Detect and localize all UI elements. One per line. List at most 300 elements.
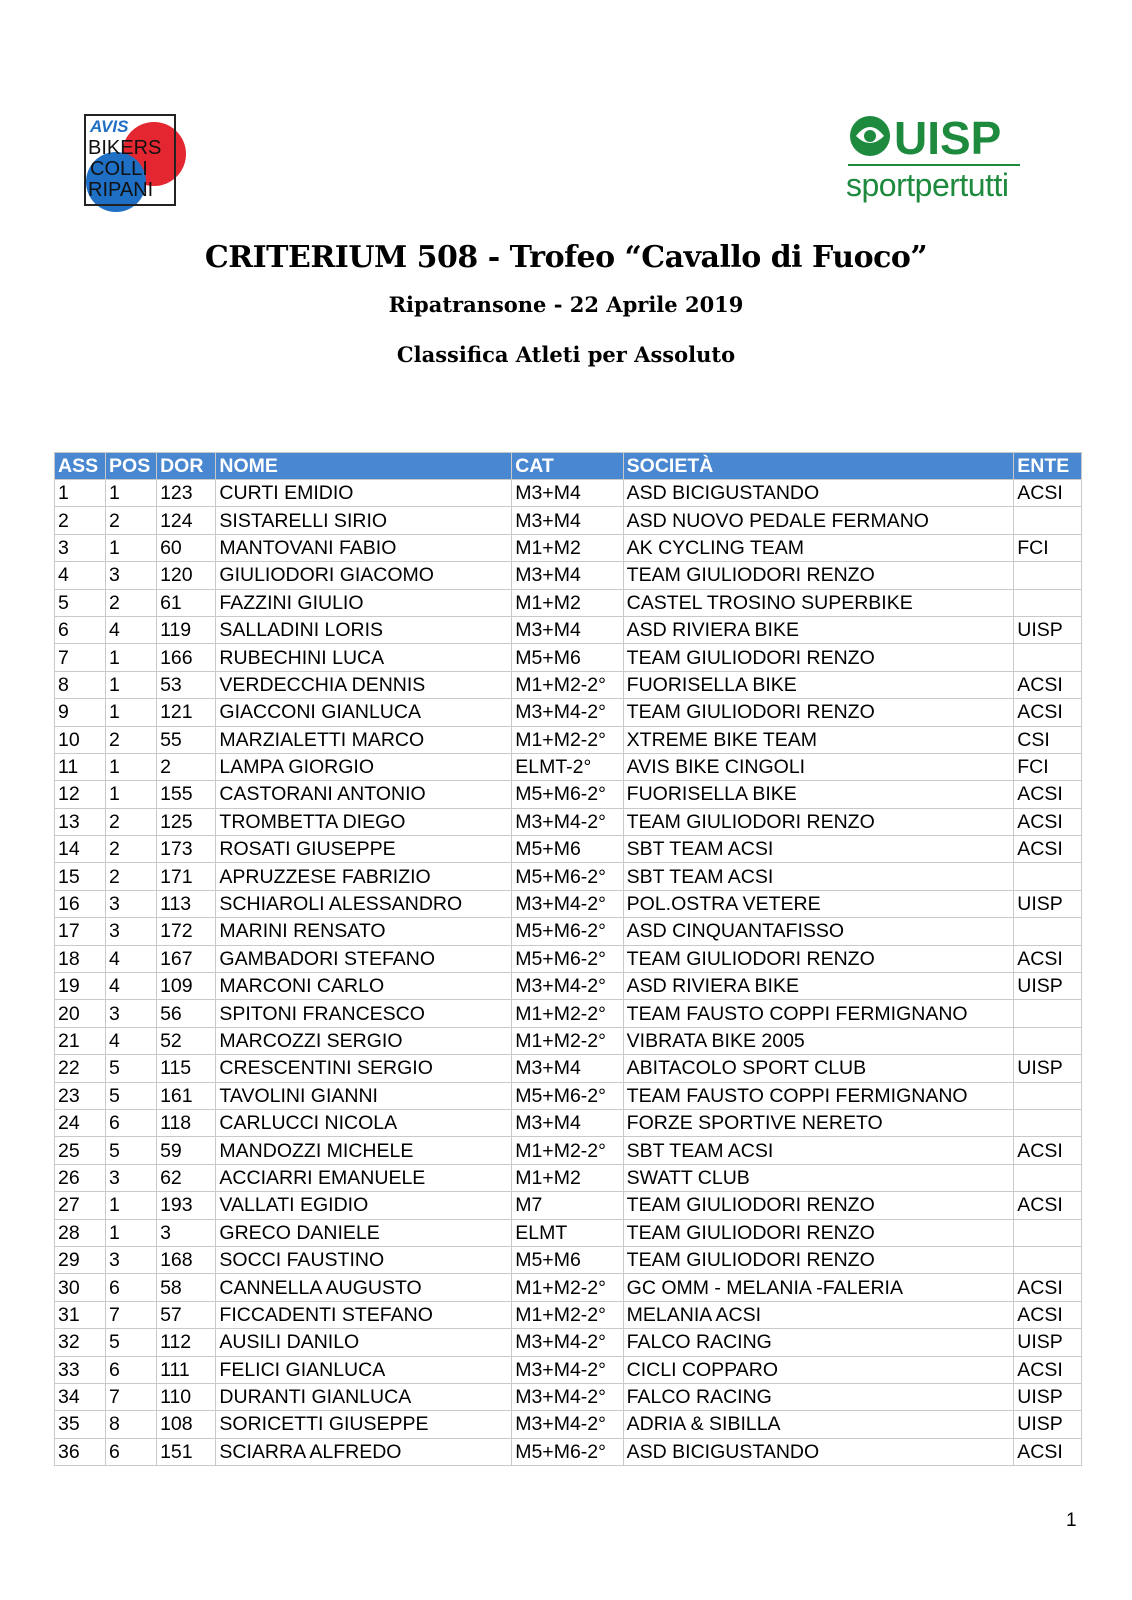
cell-dor: 168 — [157, 1246, 216, 1273]
cell-ass: 6 — [55, 616, 106, 643]
cell-cat: M1+M2 — [512, 589, 623, 616]
cell-ass: 32 — [55, 1329, 106, 1356]
cell-ente: CSI — [1014, 726, 1082, 753]
cell-pos: 6 — [106, 1109, 157, 1136]
cell-cat: M5+M6-2° — [512, 863, 623, 890]
table-row — [55, 562, 1082, 589]
document-title: CRITERIUM 508 - Trofeo “Cavallo di Fuoco” — [204, 240, 928, 275]
cell-dor: 113 — [157, 890, 216, 917]
cell-dor: 167 — [157, 945, 216, 972]
cell-ass: 31 — [55, 1301, 106, 1328]
cell-pos: 6 — [106, 1438, 157, 1465]
cell-nome: SPITONI FRANCESCO — [216, 1000, 512, 1027]
cell-dor: 161 — [157, 1082, 216, 1109]
cell-societa: SBT TEAM ACSI — [623, 836, 1014, 863]
cell-ente — [1014, 1246, 1082, 1273]
cell-nome: FELICI GIANLUCA — [216, 1356, 512, 1383]
cell-pos: 4 — [106, 945, 157, 972]
cell-cat: M3+M4 — [512, 616, 623, 643]
cell-pos: 5 — [106, 1082, 157, 1109]
cell-cat: M1+M2 — [512, 534, 623, 561]
column-header-pos: POS — [106, 453, 157, 480]
cell-dor: 110 — [157, 1383, 216, 1410]
table-row — [55, 1055, 1082, 1082]
table-row — [55, 671, 1082, 698]
cell-nome: MANDOZZI MICHELE — [216, 1137, 512, 1164]
table-row — [55, 1192, 1082, 1219]
cell-dor: 119 — [157, 616, 216, 643]
cell-ass: 36 — [55, 1438, 106, 1465]
cell-societa: ASD RIVIERA BIKE — [623, 973, 1014, 1000]
cell-dor: 58 — [157, 1274, 216, 1301]
table-row — [55, 1082, 1082, 1109]
cell-dor: 59 — [157, 1137, 216, 1164]
cell-ass: 11 — [55, 753, 106, 780]
uisp-logo-sub: sportpertutti — [846, 167, 1009, 203]
cell-dor: 173 — [157, 836, 216, 863]
cell-ass: 12 — [55, 781, 106, 808]
cell-ass: 8 — [55, 671, 106, 698]
cell-ente: UISP — [1014, 890, 1082, 917]
cell-cat: M3+M4 — [512, 1055, 623, 1082]
cell-dor: 60 — [157, 534, 216, 561]
cell-ente: UISP — [1014, 1411, 1082, 1438]
cell-societa: TEAM GIULIODORI RENZO — [623, 644, 1014, 671]
cell-societa: AK CYCLING TEAM — [623, 534, 1014, 561]
cell-cat: M3+M4-2° — [512, 1356, 623, 1383]
cell-ente — [1014, 1219, 1082, 1246]
table-row — [55, 1411, 1082, 1438]
cell-nome: SCHIAROLI ALESSANDRO — [216, 890, 512, 917]
page-number: 1 — [1066, 1510, 1077, 1531]
table-row — [55, 1274, 1082, 1301]
cell-dor: 171 — [157, 863, 216, 890]
cell-pos: 1 — [106, 534, 157, 561]
column-header-societa: SOCIETÀ — [623, 453, 1014, 480]
cell-cat: M5+M6 — [512, 836, 623, 863]
table-row — [55, 863, 1082, 890]
column-header-ente: ENTE — [1014, 453, 1082, 480]
cell-ente: UISP — [1014, 1055, 1082, 1082]
cell-nome: MANTOVANI FABIO — [216, 534, 512, 561]
cell-ente: UISP — [1014, 616, 1082, 643]
cell-dor: 61 — [157, 589, 216, 616]
table-row — [55, 1027, 1082, 1054]
cell-ass: 35 — [55, 1411, 106, 1438]
cell-ente: ACSI — [1014, 836, 1082, 863]
cell-cat: M3+M4-2° — [512, 1383, 623, 1410]
cell-nome: MARINI RENSATO — [216, 918, 512, 945]
column-header-dor: DOR — [157, 453, 216, 480]
table-row — [55, 1438, 1082, 1465]
cell-pos: 2 — [106, 808, 157, 835]
cell-pos: 2 — [106, 863, 157, 890]
cell-cat: M1+M2-2° — [512, 726, 623, 753]
cell-cat: M1+M2 — [512, 1164, 623, 1191]
table-row — [55, 836, 1082, 863]
cell-dor: 155 — [157, 781, 216, 808]
cell-cat: M1+M2-2° — [512, 1027, 623, 1054]
cell-cat: M3+M4 — [512, 1109, 623, 1136]
cell-ente: ACSI — [1014, 1438, 1082, 1465]
cell-pos: 1 — [106, 699, 157, 726]
cell-ente: FCI — [1014, 753, 1082, 780]
cell-ass: 33 — [55, 1356, 106, 1383]
table-row — [55, 480, 1082, 507]
cell-societa: GC OMM - MELANIA -FALERIA — [623, 1274, 1014, 1301]
cell-societa: ADRIA & SIBILLA — [623, 1411, 1014, 1438]
cell-nome: VERDECCHIA DENNIS — [216, 671, 512, 698]
cell-societa: SBT TEAM ACSI — [623, 863, 1014, 890]
cell-cat: M3+M4-2° — [512, 973, 623, 1000]
cell-societa: FALCO RACING — [623, 1383, 1014, 1410]
cell-ente: UISP — [1014, 1329, 1082, 1356]
cell-societa: ASD BICIGUSTANDO — [623, 480, 1014, 507]
cell-pos: 3 — [106, 1000, 157, 1027]
table-row — [55, 534, 1082, 561]
cell-ente: ACSI — [1014, 671, 1082, 698]
uisp-logo — [846, 110, 1056, 214]
column-header-ass: ASS — [55, 453, 106, 480]
cell-nome: RUBECHINI LUCA — [216, 644, 512, 671]
cell-ente: ACSI — [1014, 1192, 1082, 1219]
cell-ente — [1014, 863, 1082, 890]
cell-pos: 3 — [106, 890, 157, 917]
cell-pos: 2 — [106, 726, 157, 753]
table-row — [55, 699, 1082, 726]
cell-nome: MARCOZZI SERGIO — [216, 1027, 512, 1054]
cell-nome: LAMPA GIORGIO — [216, 753, 512, 780]
cell-nome: CANNELLA AUGUSTO — [216, 1274, 512, 1301]
cell-ente: ACSI — [1014, 1356, 1082, 1383]
cell-dor: 118 — [157, 1109, 216, 1136]
cell-pos: 8 — [106, 1411, 157, 1438]
cell-pos: 2 — [106, 836, 157, 863]
cell-societa: FUORISELLA BIKE — [623, 671, 1014, 698]
cell-ente: ACSI — [1014, 699, 1082, 726]
table-row — [55, 507, 1082, 534]
cell-pos: 3 — [106, 918, 157, 945]
table-row — [55, 1356, 1082, 1383]
table-row — [55, 781, 1082, 808]
cell-nome: SOCCI FAUSTINO — [216, 1246, 512, 1273]
cell-nome: GRECO DANIELE — [216, 1219, 512, 1246]
cell-cat: M1+M2-2° — [512, 1274, 623, 1301]
cell-ente: UISP — [1014, 973, 1082, 1000]
cell-nome: ACCIARRI EMANUELE — [216, 1164, 512, 1191]
logo-left-line-2: BIKERS — [88, 137, 162, 159]
cell-dor: 55 — [157, 726, 216, 753]
cell-ass: 3 — [55, 534, 106, 561]
logo-left-line-1: AVIS — [90, 117, 129, 136]
cell-societa: TEAM FAUSTO COPPI FERMIGNANO — [623, 1082, 1014, 1109]
cell-ente: UISP — [1014, 1383, 1082, 1410]
cell-societa: CICLI COPPARO — [623, 1356, 1014, 1383]
avis-bikers-logo — [84, 114, 192, 218]
cell-ass: 25 — [55, 1137, 106, 1164]
cell-societa: FALCO RACING — [623, 1329, 1014, 1356]
cell-societa: TEAM GIULIODORI RENZO — [623, 945, 1014, 972]
cell-ass: 21 — [55, 1027, 106, 1054]
cell-dor: 125 — [157, 808, 216, 835]
logo-left-line-4: RIPANI — [88, 179, 154, 201]
cell-pos: 7 — [106, 1383, 157, 1410]
table-row — [55, 1109, 1082, 1136]
cell-ente — [1014, 1000, 1082, 1027]
cell-cat: M3+M4 — [512, 480, 623, 507]
cell-ass: 26 — [55, 1164, 106, 1191]
cell-ente: ACSI — [1014, 480, 1082, 507]
cell-pos: 6 — [106, 1274, 157, 1301]
cell-ass: 24 — [55, 1109, 106, 1136]
cell-cat: M3+M4-2° — [512, 1329, 623, 1356]
cell-nome: GIACCONI GIANLUCA — [216, 699, 512, 726]
cell-nome: CRESCENTINI SERGIO — [216, 1055, 512, 1082]
cell-ente: ACSI — [1014, 1137, 1082, 1164]
section-title: Classifica Atleti per Assoluto — [396, 342, 736, 367]
table-row — [55, 616, 1082, 643]
cell-pos: 3 — [106, 1164, 157, 1191]
cell-dor: 57 — [157, 1301, 216, 1328]
cell-nome: AUSILI DANILO — [216, 1329, 512, 1356]
cell-cat: M7 — [512, 1192, 623, 1219]
cell-dor: 124 — [157, 507, 216, 534]
cell-nome: GAMBADORI STEFANO — [216, 945, 512, 972]
cell-cat: M5+M6 — [512, 1246, 623, 1273]
cell-nome: FAZZINI GIULIO — [216, 589, 512, 616]
cell-societa: VIBRATA BIKE 2005 — [623, 1027, 1014, 1054]
cell-pos: 1 — [106, 753, 157, 780]
cell-ass: 19 — [55, 973, 106, 1000]
cell-ente — [1014, 507, 1082, 534]
cell-ass: 5 — [55, 589, 106, 616]
cell-cat: ELMT — [512, 1219, 623, 1246]
cell-ass: 2 — [55, 507, 106, 534]
cell-ass: 13 — [55, 808, 106, 835]
cell-dor: 52 — [157, 1027, 216, 1054]
table-row — [55, 890, 1082, 917]
cell-pos: 1 — [106, 781, 157, 808]
cell-ass: 14 — [55, 836, 106, 863]
cell-cat: M3+M4 — [512, 507, 623, 534]
table-row — [55, 1164, 1082, 1191]
cell-nome: TROMBETTA DIEGO — [216, 808, 512, 835]
cell-societa: FUORISELLA BIKE — [623, 781, 1014, 808]
cell-ass: 16 — [55, 890, 106, 917]
cell-dor: 109 — [157, 973, 216, 1000]
cell-nome: MARZIALETTI MARCO — [216, 726, 512, 753]
cell-dor: 53 — [157, 671, 216, 698]
table-row — [55, 589, 1082, 616]
table-row — [55, 1219, 1082, 1246]
cell-ass: 1 — [55, 480, 106, 507]
cell-nome: TAVOLINI GIANNI — [216, 1082, 512, 1109]
cell-ente — [1014, 1027, 1082, 1054]
cell-societa: ASD NUOVO PEDALE FERMANO — [623, 507, 1014, 534]
table-row — [55, 726, 1082, 753]
table-row — [55, 945, 1082, 972]
cell-nome: ROSATI GIUSEPPE — [216, 836, 512, 863]
table-row — [55, 1000, 1082, 1027]
cell-societa: CASTEL TROSINO SUPERBIKE — [623, 589, 1014, 616]
cell-ente — [1014, 562, 1082, 589]
cell-ass: 18 — [55, 945, 106, 972]
cell-dor: 120 — [157, 562, 216, 589]
cell-societa: FORZE SPORTIVE NERETO — [623, 1109, 1014, 1136]
cell-societa: TEAM GIULIODORI RENZO — [623, 808, 1014, 835]
results-table — [54, 452, 1082, 1466]
cell-dor: 115 — [157, 1055, 216, 1082]
cell-nome: APRUZZESE FABRIZIO — [216, 863, 512, 890]
cell-ente: ACSI — [1014, 1274, 1082, 1301]
cell-ass: 28 — [55, 1219, 106, 1246]
table-row — [55, 973, 1082, 1000]
cell-cat: M3+M4-2° — [512, 699, 623, 726]
cell-pos: 1 — [106, 644, 157, 671]
cell-ass: 29 — [55, 1246, 106, 1273]
table-row — [55, 753, 1082, 780]
cell-cat: M3+M4 — [512, 562, 623, 589]
table-row — [55, 808, 1082, 835]
logo-left-line-3: COLLI — [90, 158, 148, 180]
cell-societa: POL.OSTRA VETERE — [623, 890, 1014, 917]
cell-cat: M1+M2-2° — [512, 1137, 623, 1164]
cell-nome: SORICETTI GIUSEPPE — [216, 1411, 512, 1438]
cell-societa: ASD RIVIERA BIKE — [623, 616, 1014, 643]
column-header-nome: NOME — [216, 453, 512, 480]
cell-nome: GIULIODORI GIACOMO — [216, 562, 512, 589]
cell-societa: TEAM GIULIODORI RENZO — [623, 1219, 1014, 1246]
cell-pos: 7 — [106, 1301, 157, 1328]
cell-pos: 4 — [106, 973, 157, 1000]
cell-cat: M5+M6-2° — [512, 1082, 623, 1109]
cell-cat: M3+M4-2° — [512, 1411, 623, 1438]
document-subtitle: Ripatransone - 22 Aprile 2019 — [388, 292, 744, 317]
cell-cat: M3+M4-2° — [512, 808, 623, 835]
table-row — [55, 1383, 1082, 1410]
cell-ass: 27 — [55, 1192, 106, 1219]
cell-cat: M5+M6-2° — [512, 1438, 623, 1465]
cell-ass: 22 — [55, 1055, 106, 1082]
cell-societa: SBT TEAM ACSI — [623, 1137, 1014, 1164]
table-header-row — [55, 453, 1082, 480]
table-row — [55, 1137, 1082, 1164]
cell-pos: 1 — [106, 671, 157, 698]
cell-pos: 1 — [106, 1192, 157, 1219]
cell-dor: 193 — [157, 1192, 216, 1219]
uisp-emblem-icon — [850, 116, 890, 156]
cell-ass: 17 — [55, 918, 106, 945]
cell-nome: MARCONI CARLO — [216, 973, 512, 1000]
cell-dor: 123 — [157, 480, 216, 507]
cell-societa: SWATT CLUB — [623, 1164, 1014, 1191]
cell-societa: TEAM GIULIODORI RENZO — [623, 699, 1014, 726]
cell-cat: M5+M6-2° — [512, 945, 623, 972]
cell-pos: 1 — [106, 1219, 157, 1246]
cell-ente — [1014, 918, 1082, 945]
cell-societa: TEAM FAUSTO COPPI FERMIGNANO — [623, 1000, 1014, 1027]
cell-dor: 166 — [157, 644, 216, 671]
cell-cat: M5+M6-2° — [512, 781, 623, 808]
cell-dor: 172 — [157, 918, 216, 945]
cell-societa: ABITACOLO SPORT CLUB — [623, 1055, 1014, 1082]
cell-dor: 56 — [157, 1000, 216, 1027]
cell-dor: 112 — [157, 1329, 216, 1356]
cell-ass: 20 — [55, 1000, 106, 1027]
cell-dor: 2 — [157, 753, 216, 780]
cell-ente — [1014, 644, 1082, 671]
cell-ass: 10 — [55, 726, 106, 753]
cell-cat: M1+M2-2° — [512, 671, 623, 698]
cell-pos: 1 — [106, 480, 157, 507]
cell-societa: ASD CINQUANTAFISSO — [623, 918, 1014, 945]
cell-nome: SCIARRA ALFREDO — [216, 1438, 512, 1465]
table-row — [55, 1301, 1082, 1328]
cell-pos: 6 — [106, 1356, 157, 1383]
cell-ass: 23 — [55, 1082, 106, 1109]
cell-societa: TEAM GIULIODORI RENZO — [623, 562, 1014, 589]
cell-nome: CASTORANI ANTONIO — [216, 781, 512, 808]
cell-ass: 4 — [55, 562, 106, 589]
cell-dor: 151 — [157, 1438, 216, 1465]
cell-ass: 34 — [55, 1383, 106, 1410]
cell-cat: M5+M6 — [512, 644, 623, 671]
cell-pos: 2 — [106, 507, 157, 534]
cell-cat: M1+M2-2° — [512, 1000, 623, 1027]
results-body — [55, 480, 1082, 1466]
cell-ass: 7 — [55, 644, 106, 671]
cell-pos: 3 — [106, 1246, 157, 1273]
cell-dor: 3 — [157, 1219, 216, 1246]
cell-societa: TEAM GIULIODORI RENZO — [623, 1246, 1014, 1273]
cell-ente: FCI — [1014, 534, 1082, 561]
cell-pos: 3 — [106, 562, 157, 589]
cell-dor: 111 — [157, 1356, 216, 1383]
cell-ente — [1014, 589, 1082, 616]
cell-societa: XTREME BIKE TEAM — [623, 726, 1014, 753]
cell-pos: 5 — [106, 1137, 157, 1164]
cell-dor: 62 — [157, 1164, 216, 1191]
cell-societa: MELANIA ACSI — [623, 1301, 1014, 1328]
table-row — [55, 1246, 1082, 1273]
cell-pos: 4 — [106, 1027, 157, 1054]
cell-pos: 5 — [106, 1055, 157, 1082]
cell-cat: M5+M6-2° — [512, 918, 623, 945]
cell-nome: CARLUCCI NICOLA — [216, 1109, 512, 1136]
cell-pos: 2 — [106, 589, 157, 616]
cell-nome: FICCADENTI STEFANO — [216, 1301, 512, 1328]
cell-nome: CURTI EMIDIO — [216, 480, 512, 507]
column-header-cat: CAT — [512, 453, 623, 480]
cell-ass: 30 — [55, 1274, 106, 1301]
cell-pos: 4 — [106, 616, 157, 643]
cell-nome: SALLADINI LORIS — [216, 616, 512, 643]
table-row — [55, 918, 1082, 945]
cell-pos: 5 — [106, 1329, 157, 1356]
cell-societa: TEAM GIULIODORI RENZO — [623, 1192, 1014, 1219]
cell-cat: ELMT-2° — [512, 753, 623, 780]
cell-cat: M1+M2-2° — [512, 1301, 623, 1328]
cell-societa: AVIS BIKE CINGOLI — [623, 753, 1014, 780]
cell-cat: M3+M4-2° — [512, 890, 623, 917]
uisp-logo-main: UISP — [894, 112, 1002, 164]
cell-nome: VALLATI EGIDIO — [216, 1192, 512, 1219]
cell-dor: 121 — [157, 699, 216, 726]
cell-ente — [1014, 1109, 1082, 1136]
cell-ass: 15 — [55, 863, 106, 890]
cell-ente — [1014, 1082, 1082, 1109]
cell-ente — [1014, 1164, 1082, 1191]
